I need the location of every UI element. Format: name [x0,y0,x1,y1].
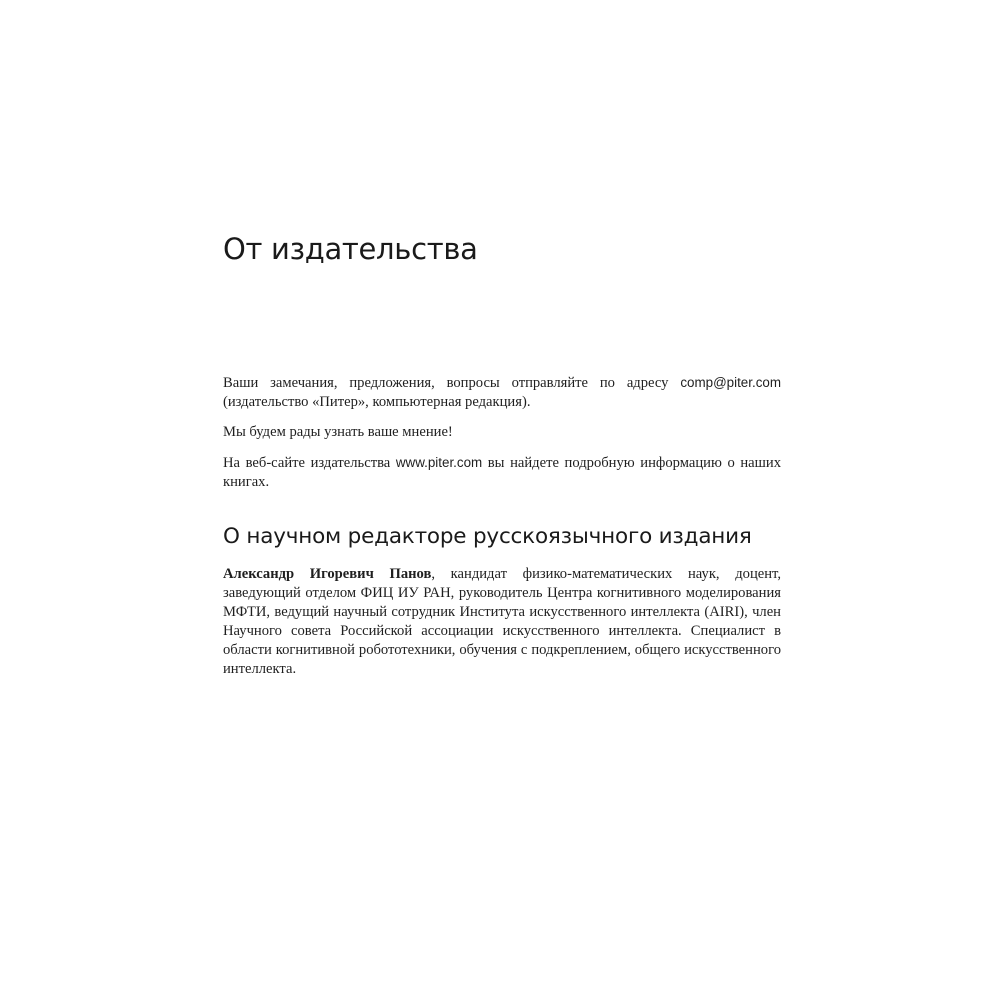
book-page [223,0,781,1000]
website-text-before: На веб-сайте издательства [223,455,396,471]
website-paragraph [223,453,781,492]
email-link[interactable]: comp@piter.com [680,375,781,390]
editor-heading: О научном редакторе русскоязычного издания [223,524,752,549]
opinion-paragraph: Мы будем рады узнать ваше мнение! [223,424,453,440]
editor-bio: , кандидат физико-математических наук, доцент, заведующий отделом ФИЦ ИУ РАН, руководитель Центра когнитивного моделирования МФТИ, ведущий научный сотрудник Института искусственного интеллекта (AIRI), член Научного совета Российской ассоциации искусственного интеллекта. Специалист в области когнитивной робототехники, обучения с подкреплением, общего искусственного интеллекта. [223,566,781,677]
feedback-paragraph [223,373,781,412]
website-text-after: вы найдете подробную информацию о наших книгах. [223,455,781,490]
publisher-text-block [223,373,781,503]
website-link[interactable]: www.piter.com [395,455,483,470]
editor-text-block [223,565,781,690]
feedback-text-before: Ваши замечания, предложения, вопросы отправляйте по адресу [223,375,681,391]
feedback-text-after: (издательство «Питер», компьютерная редакция). [223,394,531,410]
editor-bio-paragraph [223,565,781,679]
editor-name: Александр Игоревич Панов [223,566,432,582]
publisher-heading: От издательства [223,232,478,266]
